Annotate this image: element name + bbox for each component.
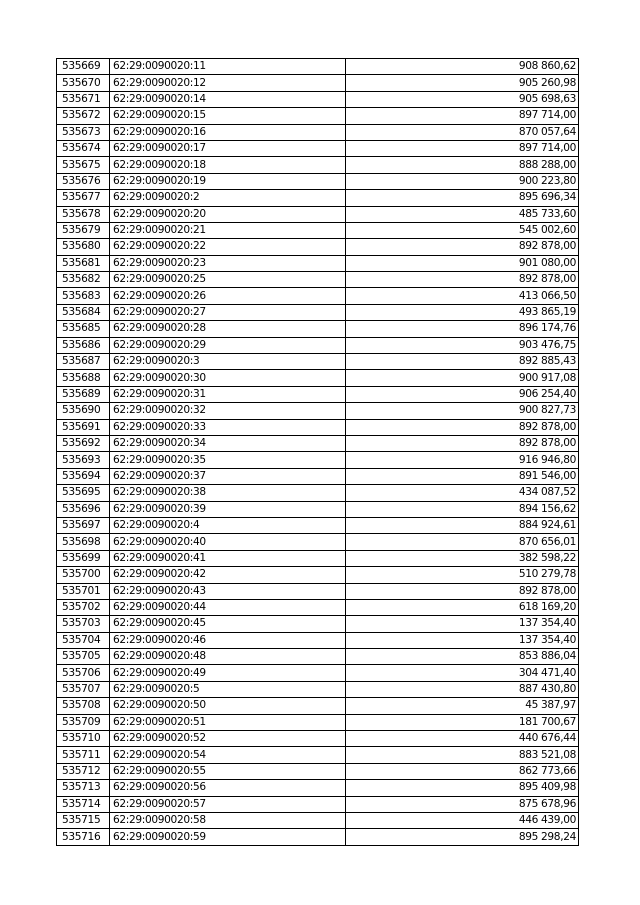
table-row — [57, 567, 579, 583]
row-id-cell: 535671 — [57, 91, 110, 107]
cadastral-number-cell: 62:29:0090020:51 — [110, 714, 346, 730]
row-id-cell: 535672 — [57, 108, 110, 124]
cadastral-number-cell: 62:29:0090020:28 — [110, 321, 346, 337]
cadastral-value-cell: 485 733,60 — [346, 206, 579, 222]
cadastral-number-cell: 62:29:0090020:16 — [110, 124, 346, 140]
cadastral-number-cell: 62:29:0090020:3 — [110, 354, 346, 370]
cadastral-value-cell: 45 387,97 — [346, 698, 579, 714]
table-row — [57, 108, 579, 124]
row-id-cell: 535703 — [57, 616, 110, 632]
cadastral-number-cell: 62:29:0090020:55 — [110, 763, 346, 779]
table-row — [57, 763, 579, 779]
row-id-cell: 535708 — [57, 698, 110, 714]
cadastral-number-cell: 62:29:0090020:20 — [110, 206, 346, 222]
row-id-cell: 535694 — [57, 468, 110, 484]
cadastral-number-cell: 62:29:0090020:34 — [110, 435, 346, 451]
row-id-cell: 535691 — [57, 419, 110, 435]
cadastral-number-cell: 62:29:0090020:25 — [110, 272, 346, 288]
table-row — [57, 698, 579, 714]
table-row — [57, 812, 579, 828]
row-id-cell: 535688 — [57, 370, 110, 386]
cadastral-number-cell: 62:29:0090020:35 — [110, 452, 346, 468]
table-row — [57, 780, 579, 796]
cadastral-value-cell: 884 924,61 — [346, 517, 579, 533]
cadastral-number-cell: 62:29:0090020:44 — [110, 599, 346, 615]
table-row — [57, 157, 579, 173]
cadastral-value-cell: 891 546,00 — [346, 468, 579, 484]
row-id-cell: 535675 — [57, 157, 110, 173]
cadastral-number-cell: 62:29:0090020:19 — [110, 173, 346, 189]
cadastral-value-cell: 900 827,73 — [346, 403, 579, 419]
cadastral-number-cell: 62:29:0090020:22 — [110, 239, 346, 255]
cadastral-number-cell: 62:29:0090020:5 — [110, 681, 346, 697]
cadastral-number-cell: 62:29:0090020:4 — [110, 517, 346, 533]
table-row — [57, 665, 579, 681]
cadastral-value-cell: 892 878,00 — [346, 272, 579, 288]
cadastral-value-cell: 440 676,44 — [346, 731, 579, 747]
row-id-cell: 535678 — [57, 206, 110, 222]
cadastral-value-cell: 896 174,76 — [346, 321, 579, 337]
row-id-cell: 535705 — [57, 649, 110, 665]
cadastral-number-cell: 62:29:0090020:33 — [110, 419, 346, 435]
table-row — [57, 435, 579, 451]
row-id-cell: 535680 — [57, 239, 110, 255]
cadastral-value-cell: 545 002,60 — [346, 222, 579, 238]
table-row — [57, 583, 579, 599]
row-id-cell: 535710 — [57, 731, 110, 747]
row-id-cell: 535692 — [57, 435, 110, 451]
cadastral-value-cell: 894 156,62 — [346, 501, 579, 517]
row-id-cell: 535706 — [57, 665, 110, 681]
cadastral-value-cell: 446 439,00 — [346, 812, 579, 828]
table-row — [57, 337, 579, 353]
cadastral-number-cell: 62:29:0090020:32 — [110, 403, 346, 419]
cadastral-value-cell: 887 430,80 — [346, 681, 579, 697]
cadastral-number-cell: 62:29:0090020:58 — [110, 812, 346, 828]
table-row — [57, 124, 579, 140]
cadastral-number-cell: 62:29:0090020:56 — [110, 780, 346, 796]
table-row — [57, 386, 579, 402]
row-id-cell: 535682 — [57, 272, 110, 288]
cadastral-number-cell: 62:29:0090020:48 — [110, 649, 346, 665]
table-row — [57, 255, 579, 271]
table-row — [57, 632, 579, 648]
cadastral-value-cell: 892 878,00 — [346, 239, 579, 255]
table-row — [57, 239, 579, 255]
cadastral-value-cell: 903 476,75 — [346, 337, 579, 353]
table-row — [57, 190, 579, 206]
row-id-cell: 535709 — [57, 714, 110, 730]
cadastral-number-cell: 62:29:0090020:21 — [110, 222, 346, 238]
table-row — [57, 681, 579, 697]
table-row — [57, 59, 579, 75]
row-id-cell: 535693 — [57, 452, 110, 468]
cadastral-number-cell: 62:29:0090020:45 — [110, 616, 346, 632]
cadastral-number-cell: 62:29:0090020:11 — [110, 59, 346, 75]
cadastral-value-cell: 875 678,96 — [346, 796, 579, 812]
row-id-cell: 535685 — [57, 321, 110, 337]
table-row — [57, 272, 579, 288]
cadastral-value-cell: 862 773,66 — [346, 763, 579, 779]
row-id-cell: 535699 — [57, 550, 110, 566]
row-id-cell: 535714 — [57, 796, 110, 812]
table-row — [57, 731, 579, 747]
cadastral-value-cell: 908 860,62 — [346, 59, 579, 75]
table-row — [57, 517, 579, 533]
cadastral-number-cell: 62:29:0090020:40 — [110, 534, 346, 550]
table-row — [57, 714, 579, 730]
table-row — [57, 222, 579, 238]
cadastral-value-cell: 382 598,22 — [346, 550, 579, 566]
row-id-cell: 535689 — [57, 386, 110, 402]
table-row — [57, 403, 579, 419]
cadastral-value-cell: 883 521,08 — [346, 747, 579, 763]
table-row — [57, 370, 579, 386]
cadastral-number-cell: 62:29:0090020:50 — [110, 698, 346, 714]
cadastral-value-cell: 618 169,20 — [346, 599, 579, 615]
row-id-cell: 535673 — [57, 124, 110, 140]
cadastral-value-cell: 181 700,67 — [346, 714, 579, 730]
table-row — [57, 354, 579, 370]
cadastral-number-cell: 62:29:0090020:46 — [110, 632, 346, 648]
row-id-cell: 535670 — [57, 75, 110, 91]
row-id-cell: 535679 — [57, 222, 110, 238]
cadastral-value-cell: 870 057,64 — [346, 124, 579, 140]
table-row — [57, 468, 579, 484]
table-row — [57, 747, 579, 763]
table-row — [57, 91, 579, 107]
cadastral-number-cell: 62:29:0090020:54 — [110, 747, 346, 763]
table-row — [57, 649, 579, 665]
cadastral-value-cell: 413 066,50 — [346, 288, 579, 304]
row-id-cell: 535677 — [57, 190, 110, 206]
cadastral-number-cell: 62:29:0090020:27 — [110, 304, 346, 320]
cadastral-number-cell: 62:29:0090020:37 — [110, 468, 346, 484]
row-id-cell: 535713 — [57, 780, 110, 796]
cadastral-number-cell: 62:29:0090020:30 — [110, 370, 346, 386]
cadastral-value-cell: 905 260,98 — [346, 75, 579, 91]
cadastral-value-cell: 895 298,24 — [346, 829, 579, 845]
cadastral-value-cell: 892 878,00 — [346, 419, 579, 435]
row-id-cell: 535698 — [57, 534, 110, 550]
row-id-cell: 535690 — [57, 403, 110, 419]
cadastral-value-cell: 905 698,63 — [346, 91, 579, 107]
row-id-cell: 535712 — [57, 763, 110, 779]
cadastral-number-cell: 62:29:0090020:18 — [110, 157, 346, 173]
table-row — [57, 304, 579, 320]
row-id-cell: 535684 — [57, 304, 110, 320]
cadastral-number-cell: 62:29:0090020:23 — [110, 255, 346, 271]
cadastral-value-table — [56, 58, 579, 846]
table-row — [57, 206, 579, 222]
row-id-cell: 535676 — [57, 173, 110, 189]
cadastral-value-cell: 870 656,01 — [346, 534, 579, 550]
table-row — [57, 288, 579, 304]
table-row — [57, 419, 579, 435]
table-row — [57, 485, 579, 501]
row-id-cell: 535704 — [57, 632, 110, 648]
row-id-cell: 535715 — [57, 812, 110, 828]
cadastral-number-cell: 62:29:0090020:42 — [110, 567, 346, 583]
row-id-cell: 535683 — [57, 288, 110, 304]
table-row — [57, 599, 579, 615]
cadastral-number-cell: 62:29:0090020:26 — [110, 288, 346, 304]
cadastral-value-cell: 493 865,19 — [346, 304, 579, 320]
cadastral-number-cell: 62:29:0090020:2 — [110, 190, 346, 206]
table-row — [57, 140, 579, 156]
cadastral-value-cell: 906 254,40 — [346, 386, 579, 402]
table-body — [57, 59, 579, 846]
cadastral-number-cell: 62:29:0090020:41 — [110, 550, 346, 566]
cadastral-number-cell: 62:29:0090020:59 — [110, 829, 346, 845]
cadastral-value-cell: 137 354,40 — [346, 616, 579, 632]
cadastral-number-cell: 62:29:0090020:52 — [110, 731, 346, 747]
table-row — [57, 173, 579, 189]
row-id-cell: 535707 — [57, 681, 110, 697]
cadastral-number-cell: 62:29:0090020:31 — [110, 386, 346, 402]
cadastral-value-cell: 900 223,80 — [346, 173, 579, 189]
cadastral-number-cell: 62:29:0090020:57 — [110, 796, 346, 812]
cadastral-number-cell: 62:29:0090020:29 — [110, 337, 346, 353]
cadastral-number-cell: 62:29:0090020:38 — [110, 485, 346, 501]
cadastral-number-cell: 62:29:0090020:14 — [110, 91, 346, 107]
cadastral-number-cell: 62:29:0090020:49 — [110, 665, 346, 681]
row-id-cell: 535700 — [57, 567, 110, 583]
cadastral-value-cell: 137 354,40 — [346, 632, 579, 648]
cadastral-value-cell: 892 885,43 — [346, 354, 579, 370]
cadastral-value-cell: 900 917,08 — [346, 370, 579, 386]
cadastral-value-cell: 434 087,52 — [346, 485, 579, 501]
row-id-cell: 535686 — [57, 337, 110, 353]
table-row — [57, 534, 579, 550]
cadastral-number-cell: 62:29:0090020:12 — [110, 75, 346, 91]
cadastral-number-cell: 62:29:0090020:39 — [110, 501, 346, 517]
cadastral-value-cell: 892 878,00 — [346, 583, 579, 599]
row-id-cell: 535702 — [57, 599, 110, 615]
row-id-cell: 535669 — [57, 59, 110, 75]
cadastral-number-cell: 62:29:0090020:15 — [110, 108, 346, 124]
cadastral-number-cell: 62:29:0090020:43 — [110, 583, 346, 599]
cadastral-value-cell: 901 080,00 — [346, 255, 579, 271]
row-id-cell: 535696 — [57, 501, 110, 517]
cadastral-value-cell: 304 471,40 — [346, 665, 579, 681]
table-row — [57, 452, 579, 468]
table-row — [57, 550, 579, 566]
cadastral-value-cell: 895 409,98 — [346, 780, 579, 796]
cadastral-value-cell: 892 878,00 — [346, 435, 579, 451]
row-id-cell: 535716 — [57, 829, 110, 845]
table-row — [57, 616, 579, 632]
cadastral-value-cell: 510 279,78 — [346, 567, 579, 583]
document-page — [56, 58, 578, 846]
cadastral-value-cell: 888 288,00 — [346, 157, 579, 173]
row-id-cell: 535687 — [57, 354, 110, 370]
row-id-cell: 535701 — [57, 583, 110, 599]
table-row — [57, 75, 579, 91]
cadastral-number-cell: 62:29:0090020:17 — [110, 140, 346, 156]
table-row — [57, 796, 579, 812]
row-id-cell: 535674 — [57, 140, 110, 156]
row-id-cell: 535681 — [57, 255, 110, 271]
table-row — [57, 829, 579, 845]
row-id-cell: 535711 — [57, 747, 110, 763]
cadastral-value-cell: 853 886,04 — [346, 649, 579, 665]
row-id-cell: 535697 — [57, 517, 110, 533]
cadastral-value-cell: 895 696,34 — [346, 190, 579, 206]
row-id-cell: 535695 — [57, 485, 110, 501]
cadastral-value-cell: 916 946,80 — [346, 452, 579, 468]
table-row — [57, 321, 579, 337]
cadastral-value-cell: 897 714,00 — [346, 108, 579, 124]
table-row — [57, 501, 579, 517]
cadastral-value-cell: 897 714,00 — [346, 140, 579, 156]
